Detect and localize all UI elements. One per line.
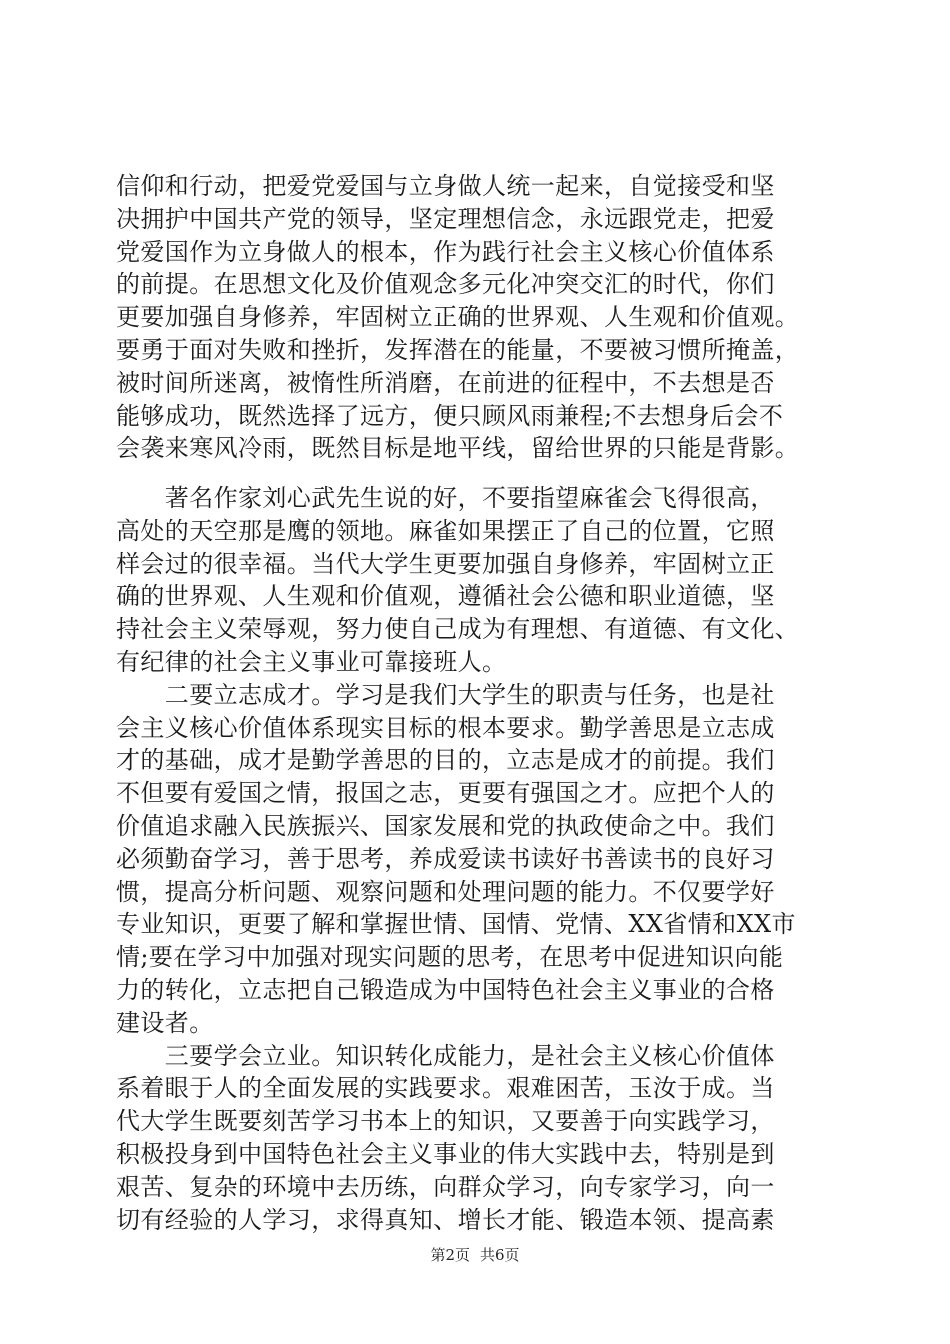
text-line: 高处的天空那是鹰的领地。麻雀如果摆正了自己的位置，它照 (116, 516, 775, 545)
text-line: 才的基础，成才是勤学善思的目的，立志是成才的前提。我们 (116, 746, 775, 775)
text-line: 系着眼于人的全面发展的实践要求。艰难困苦，玉汝于成。当 (116, 1074, 775, 1103)
paragraph-block-2 (116, 482, 844, 1236)
text-line: 专业知识，更要了解和掌握世情、国情、党情、XX省情和XX市 (116, 910, 796, 939)
text-line: 信仰和行动，把爱党爱国与立身做人统一起来，自觉接受和坚 (116, 172, 775, 200)
text-line: 有纪律的社会主义事业可靠接班人。 (116, 647, 507, 676)
text-line: 著名作家刘心武先生说的好，不要指望麻雀会飞得很高， (116, 484, 775, 512)
text-line: 情;要在学习中加强对现实问题的思考，在思考中促进知识向能 (116, 943, 784, 972)
paragraph-block-1 (116, 170, 844, 465)
text-line: 被时间所迷离，被惰性所消磨，在前进的征程中，不去想是否 (116, 368, 775, 397)
text-line: 的前提。在思想文化及价值观念多元化冲突交汇的时代，你们 (116, 270, 775, 299)
text-line: 更要加强自身修养，牢固树立正确的世界观、人生观和价值观。 (116, 303, 800, 332)
page-total: 共6页 (480, 1246, 520, 1264)
text-line: 价值追求融入民族振兴、国家发展和党的执政使命之中。我们 (116, 811, 775, 840)
text-line: 必须勤奋学习，善于思考，养成爱读书读好书善读书的良好习 (116, 844, 775, 873)
text-line: 切有经验的人学习，求得真知、增长才能、锻造本领、提高素 (116, 1205, 775, 1234)
text-line: 会主义核心价值体系现实目标的根本要求。勤学善思是立志成 (116, 713, 775, 742)
text-line: 不但要有爱国之情，报国之志，更要有强国之才。应把个人的 (116, 779, 775, 808)
text-line: 三要学会立业。知识转化成能力，是社会主义核心价值体 (116, 1041, 775, 1070)
text-line: 持社会主义荣辱观，努力使自己成为有理想、有道德、有文化、 (116, 615, 800, 644)
text-line: 力的转化，立志把自己锻造成为中国特色社会主义事业的合格 (116, 975, 775, 1004)
text-line: 决拥护中国共产党的领导，坚定理想信念，永远跟党走，把爱 (116, 204, 775, 233)
page-number: 第2页 (430, 1246, 470, 1264)
text-line: 二要立志成才。学习是我们大学生的职责与任务，也是社 (116, 680, 775, 709)
text-line: 艰苦、复杂的环境中去历练，向群众学习，向专家学习，向一 (116, 1172, 775, 1201)
text-line: 确的世界观、人生观和价值观，遵循社会公德和职业道德，坚 (116, 582, 775, 611)
text-line: 惯，提高分析问题、观察问题和处理问题的能力。不仅要学好 (116, 877, 775, 906)
page-footer (0, 1244, 950, 1265)
text-line: 样会过的很幸福。当代大学生更要加强自身修养，牢固树立正 (116, 549, 775, 578)
text-line: 党爱国作为立身做人的根本，作为践行社会主义核心价值体系 (116, 237, 775, 266)
text-line: 会袭来寒风冷雨，既然目标是地平线，留给世界的只能是背影。 (116, 434, 800, 463)
text-line: 建设者。 (116, 1008, 214, 1037)
text-line: 能够成功，既然选择了远方，便只顾风雨兼程;不去想身后会不 (116, 401, 784, 430)
text-line: 积极投身到中国特色社会主义事业的伟大实践中去，特别是到 (116, 1139, 775, 1168)
text-line: 代大学生既要刻苦学习书本上的知识，又要善于向实践学习， (116, 1107, 775, 1136)
text-line: 要勇于面对失败和挫折，发挥潜在的能量，不要被习惯所掩盖， (116, 335, 800, 364)
